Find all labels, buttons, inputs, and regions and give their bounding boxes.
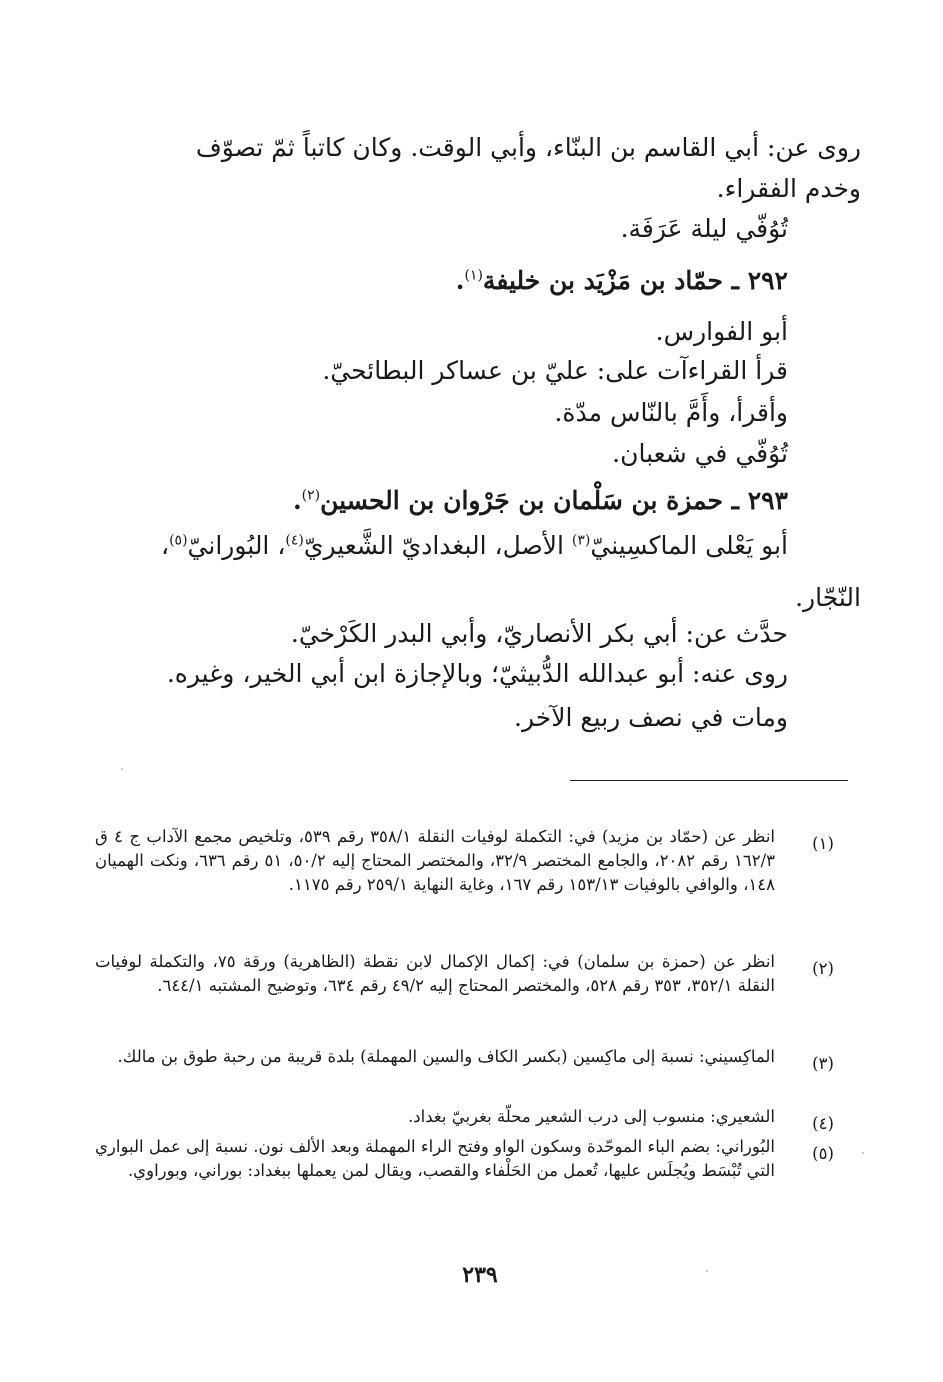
nisba-part: ، البُورانيّ bbox=[187, 531, 286, 560]
footnote-number: (٥) bbox=[812, 1144, 834, 1163]
scan-speck bbox=[706, 1270, 708, 1272]
nisba-part: ، bbox=[161, 531, 170, 560]
nisba-part: الأصل، البغداديّ الشَّعيريّ bbox=[303, 531, 572, 560]
text-line: روى عن: أبي القاسم بن البنّاء، وأبي الوقت. وكان كاتباً ثمّ تصوّف bbox=[195, 133, 861, 162]
text-line: قرأ القراءآت على: عليّ بن عساكر البطائحيّ. bbox=[322, 356, 788, 385]
text-line: أبو الفوارس. bbox=[655, 317, 788, 346]
text-line: النّجّار. bbox=[795, 583, 861, 612]
footnote-text: الماكِسيني: نسبة إلى ماكِسين (بكسر الكاف والسين المهملة) بلدة قريبة من رحبة طوق بن مالك. bbox=[117, 1047, 775, 1066]
footnote-text: البُوراني: بضم الباء الموحّدة وسكون الواو وفتح الراء المهملة وبعد الألف نون. نسبة إلى عمل البواري التي تُبْسَط ويُجلَس عليها، تُعمل من الحَلْفاء والقصب، ويقال لمن يعملها ببغداد: بوراني، وبوراوي. bbox=[95, 1137, 775, 1180]
heading-period: . bbox=[292, 486, 302, 515]
text-line: ومات في نصف ربيع الآخر. bbox=[514, 703, 788, 732]
scan-speck bbox=[121, 768, 123, 770]
footnote-number: (٤) bbox=[812, 1114, 834, 1133]
text-line: تُوُفّي في شعبان. bbox=[612, 439, 788, 468]
heading-period: . bbox=[455, 266, 465, 295]
footnote-number: (٣) bbox=[812, 1054, 834, 1073]
text-line: وخدم الفقراء. bbox=[716, 174, 861, 203]
footnote-separator bbox=[570, 780, 848, 781]
footnote-ref: (٢) bbox=[301, 487, 321, 504]
nisba-line bbox=[161, 530, 788, 562]
text-line: وأقرأ، وأَمَّ بالنّاس مدّة. bbox=[554, 398, 788, 427]
footnote-number: (١) bbox=[812, 834, 834, 853]
footnote-number: (٢) bbox=[812, 959, 834, 978]
entry-heading-text: ٢٩٢ ـ حمّاد بن مَزْيَد بن خليفة bbox=[482, 266, 788, 295]
page-number: ٢٣٩ bbox=[462, 1262, 498, 1288]
scan-speck bbox=[862, 1152, 864, 1154]
text-line: روى عنه: أبو عبدالله الدُّبيثيّ؛ وبالإجازة ابن أبي الخير، وغيره. bbox=[166, 659, 788, 688]
nisba-part: أبو يَعْلى الماكسِينيّ bbox=[590, 531, 788, 560]
entry-heading-292 bbox=[456, 265, 788, 297]
entry-heading-293 bbox=[293, 485, 788, 517]
footnote-ref: (٣) bbox=[571, 532, 591, 549]
text-line: حدَّث عن: أبي بكر الأنصاريّ، وأبي البدر الكَرْخيّ. bbox=[290, 619, 788, 648]
footnote-ref: (٤) bbox=[285, 532, 304, 549]
footnote-text: انظر عن (حمّاد بن مزيد) في: التكملة لوفيات النقلة ٣٥٨/١ رقم ٥٣٩، وتلخيص مجمع الآداب ج ٤ ق ١٦٢/٣ رقم ٢٠٨٢، والجامع المختصر ٣٢/٩، والمختصر المحتاج إليه ٥٠/٢، ٥١ رقم ٦٣٦، ونكت الهميان ١٤٨، والوافي بالوفيات ١٥٣/١٣ رقم ١٦٧، وغاية النهاية ٢٥٩/١ رقم ١١٧٥. bbox=[95, 827, 776, 894]
footnote-text: الشعيري: منسوب إلى درب الشعير محلّة بغربيّ بغداد. bbox=[408, 1107, 775, 1126]
text-line: تُوُفّي ليلة عَرَفَة. bbox=[620, 214, 788, 243]
footnote-text: انظر عن (حمزة بن سلمان) في: إكمال الإكمال لابن نقطة (الظاهرية) ورقة ٧٥، والتكملة لوفيات النقلة ٣٥٢/١، ٣٥٣ رقم ٥٢٨، والمختصر المحتاج إليه ٤٩/٢ رقم ٦٣٤، وتوضيح المشتبه ٦٤٤/١. bbox=[95, 952, 776, 995]
footnote-ref: (٥) bbox=[169, 532, 188, 549]
footnote-ref: (١) bbox=[464, 267, 483, 284]
entry-heading-text: ٢٩٣ ـ حمزة بن سَلْمان بن جَرْوان بن الحسين bbox=[320, 486, 788, 515]
